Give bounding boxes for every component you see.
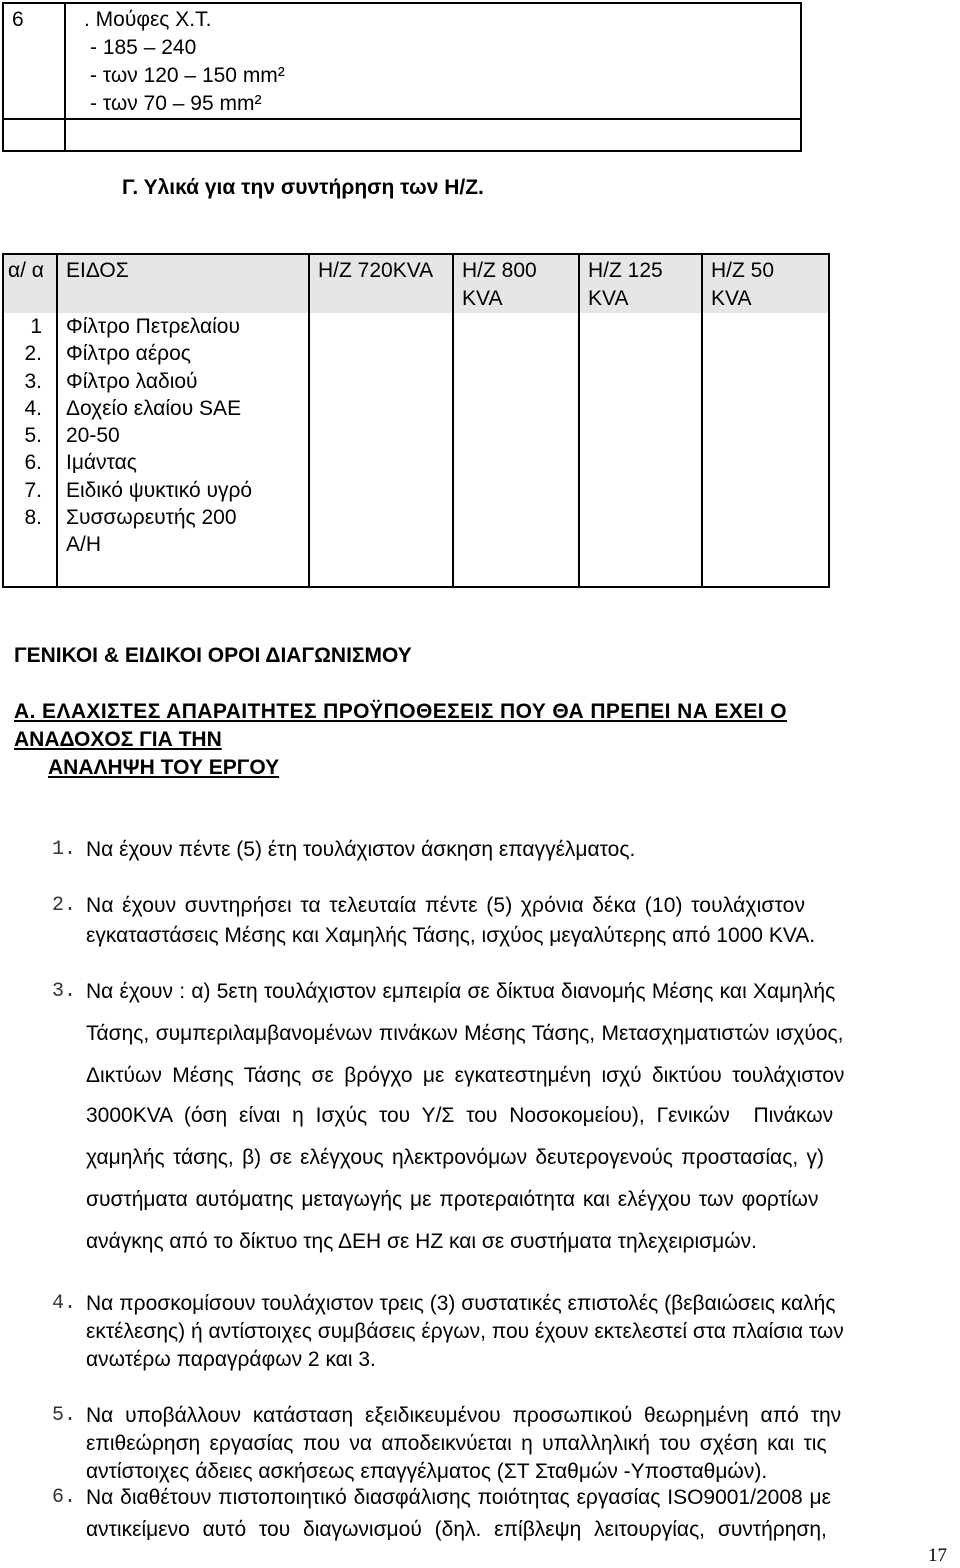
requirement-number: 1. (52, 838, 77, 861)
requirement-text: Να έχουν πέντε (5) έτη τουλάχιστον άσκηση επαγγέλματος. (86, 838, 636, 861)
header-gen-50: Η/Ζ 50 KVA (711, 259, 775, 310)
spec-line: - 185 – 240 (90, 36, 197, 59)
header-gen-720: Η/Ζ 720KVA (318, 259, 434, 282)
requirement-number: 2. (52, 894, 77, 917)
header-gen-125: Η/Ζ 125 KVA (588, 259, 663, 310)
materials-table (2, 253, 830, 588)
requirement-number: 3. (52, 980, 77, 1003)
requirement-number: 4. (52, 1292, 77, 1315)
requirement-text: χαμηλής τάσης, β) σε ελέγχους ηλεκτρονόμων δευτερογενούς προστασίας, γ) (86, 1146, 824, 1169)
item-number: 5. (24, 424, 42, 448)
item-numbers (8, 313, 42, 531)
requirement-text: 3000KVA (όση είναι η Ισχύς του Υ/Σ του Νοσοκομείου), Γενικών Πινάκων (86, 1104, 834, 1127)
requirement-number: 6. (52, 1486, 77, 1509)
item-name: Ιμάντας (66, 451, 137, 475)
item-number: 4. (24, 396, 42, 420)
requirement-text: Τάσης, συμπεριλαμβανομένων πινάκων Μέσης Τάσης, Μετασχηματιστών ισχύος, (86, 1022, 844, 1045)
requirement-text: Να έχουν : α) 5ετη τουλάχιστον εμπειρία σε δίκτυα διανομής Μέσης και Χαμηλής (86, 980, 836, 1003)
item-name: Συσσωρευτής 200 (66, 506, 237, 530)
requirements-heading-line-1: Α. ΕΛΑΧΙΣΤΕΣ ΑΠΑΡΑΙΤΗΤΕΣ ΠΡΟΫΠΟΘΕΣΕΙΣ ΠΟΥ ΘΑ ΠΡΕΠΕΙ ΝΑ ΕΧΕΙ Ο (14, 700, 787, 723)
requirement-text: ανάγκης από το δίκτυο της ΔΕΗ σε ΗΖ και σε συστήματα τηλεχειρισμών. (86, 1230, 757, 1253)
item-name: Α/Η (66, 533, 102, 557)
header-item: ΕΙΔΟΣ (66, 259, 129, 282)
item-name: Φίλτρο αέρος (66, 342, 191, 366)
item-number: 3. (24, 369, 42, 393)
section-heading: Γ. Υλικά για την συντήρηση των Η/Ζ. (122, 176, 484, 199)
requirement-text: αντίστοιχες άδειες ασκήσεως επαγγέλματος (ΣΤ Σταθμών -Υποσταθμών). (86, 1460, 768, 1483)
page-number: 17 (928, 1545, 947, 1566)
requirement-text: Να προσκομίσουν τουλάχιστον τρεις (3) συστατικές επιστολές (βεβαιώσεις καλής (86, 1292, 836, 1315)
requirement-text: Δικτύων Μέσης Τάσης σε βρόγχο με εγκατεστημένη ισχύ δικτύου τουλάχιστον (86, 1064, 845, 1087)
spec-line: - των 120 – 150 mm² (90, 64, 285, 87)
header-gen-800: Η/Ζ 800 KVA (462, 259, 537, 310)
requirement-text: αντικείμενο αυτό του διαγωνισμού (δηλ. επίβλεψη λειτουργίας, συντήρηση, (86, 1518, 827, 1541)
requirement-text: Να διαθέτουν πιστοποιητικό διασφάλισης ποιότητας εργασίας ISO9001/2008 με (86, 1486, 831, 1509)
item-names (66, 313, 306, 559)
requirement-text: Να υποβάλλουν κατάσταση εξειδικευμένου προσωπικού θεωρημένη από την (86, 1404, 842, 1427)
item-name: 20-50 (66, 424, 120, 448)
requirements-heading-line-3: ΑΝΑΛΗΨΗ ΤΟΥ ΕΡΓΟΥ (48, 756, 280, 779)
requirement-text: εγκαταστάσεις Μέσης και Χαμηλής Τάσης, ισχύος μεγαλύτερης από 1000 KVA. (86, 924, 816, 947)
requirement-text: Να έχουν συντηρήσει τα τελευταία πέντε (5) χρόνια δέκα (10) τουλάχιστον (86, 894, 806, 917)
item-number: 7. (24, 478, 42, 502)
spec-line: - των 70 – 95 mm² (90, 92, 262, 115)
cable-sleeves-table (2, 2, 802, 152)
item-number: 2. (24, 342, 42, 366)
item-name: Φίλτρο λαδιού (66, 369, 198, 393)
item-number: 6. (24, 451, 42, 475)
requirement-text: επιθεώρηση εργασίας που να αποδεικνύεται η υπαλληλική του σχέση και τις (86, 1432, 827, 1455)
requirement-text: συστήματα αυτόματης μεταγωγής με προτεραιότητα και ελέγχου των φορτίων (86, 1188, 819, 1211)
item-name: Φίλτρο Πετρελαίου (66, 315, 240, 338)
row-number: 6 (12, 8, 24, 31)
row-title: . Μούφες Χ.Τ. (84, 8, 212, 31)
requirement-number: 5. (52, 1404, 77, 1427)
item-number: 8. (24, 506, 42, 530)
terms-heading: ΓΕΝΙΚΟΙ & ΕΙΔΙΚΟΙ ΟΡΟΙ ΔΙΑΓΩΝΙΣΜΟΥ (14, 644, 412, 667)
header-aa: α/ α (8, 259, 44, 282)
item-name: Δοχείο ελαίου SAE (66, 396, 242, 420)
item-name: Ειδικό ψυκτικό υγρό (66, 478, 253, 502)
requirement-text: ανωτέρω παραγράφων 2 και 3. (86, 1348, 376, 1371)
requirement-text: εκτέλεσης) ή αντίστοιχες συμβάσεις έργων, που έχουν εκτελεστεί στα πλαίσια των (86, 1320, 844, 1343)
requirements-heading-line-2: ΑΝΑΔΟΧΟΣ ΓΙΑ ΤΗΝ (14, 728, 222, 751)
item-number: 1 (30, 315, 42, 338)
